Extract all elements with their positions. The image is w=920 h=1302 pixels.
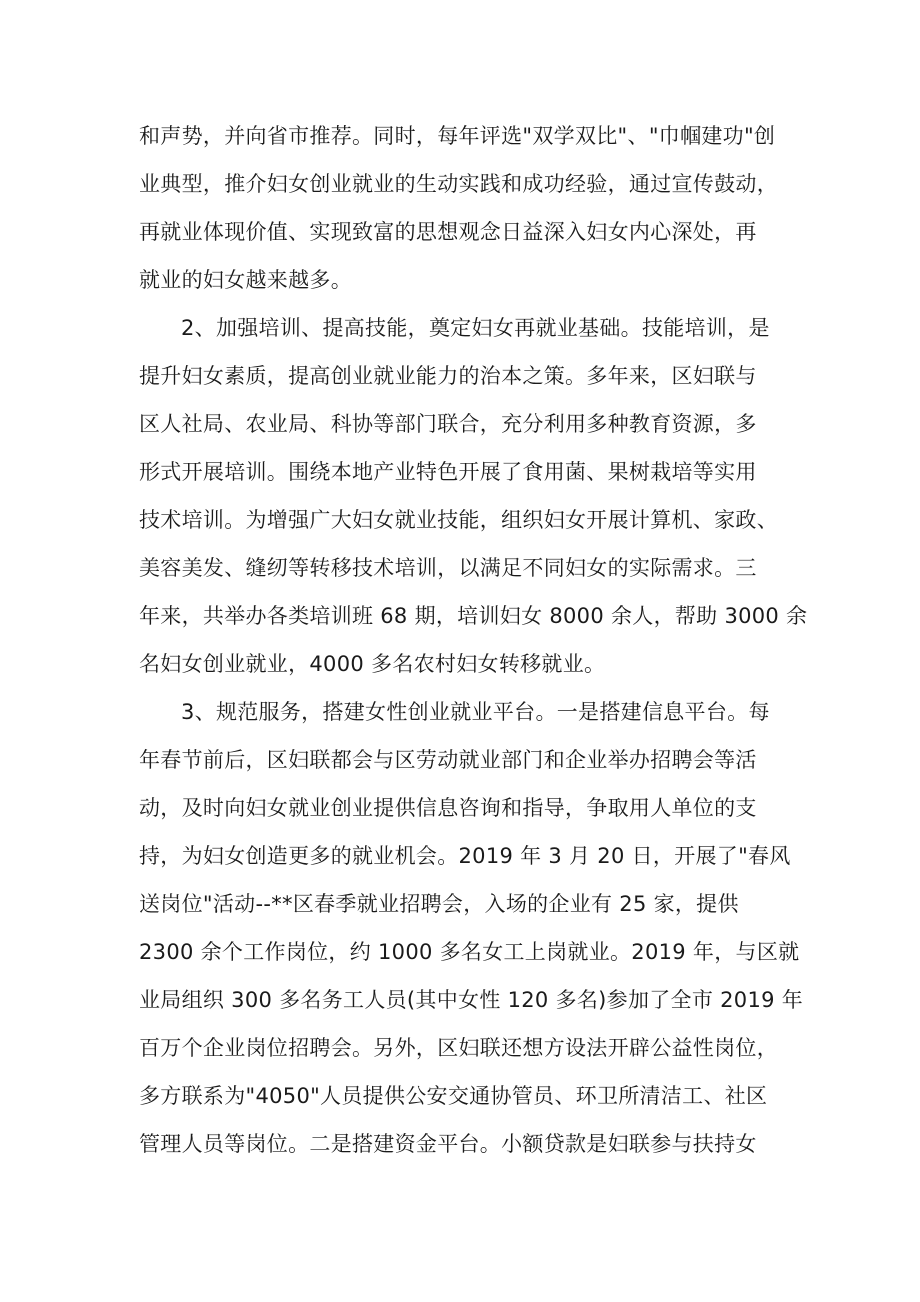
text-line: 技术培训。为增强广大妇女就业技能，组织妇女开展计算机、家政、 <box>139 508 778 532</box>
text-line: 和声势，并向省市推荐。同时，每年评选"双学双比"、"巾帼建功"创 <box>139 124 776 148</box>
text-line: 动，及时向妇女就业创业提供信息咨询和指导，争取用人单位的支 <box>139 796 757 820</box>
text-line: 持，为妇女创造更多的就业机会。2019 年 3 月 20 日，开展了"春风 <box>139 844 791 868</box>
paragraph-first-line: 2、加强培训、提高技能，奠定妇女再就业基础。技能培训，是 <box>181 316 770 340</box>
text-line: 名妇女创业就业，4000 多名农村妇女转移就业。 <box>139 652 606 676</box>
paragraph-first-line: 3、规范服务，搭建女性创业就业平台。一是搭建信息平台。每 <box>181 700 770 724</box>
text-line: 美容美发、缝纫等转移技术培训，以满足不同妇女的实际需求。三 <box>139 556 757 580</box>
text-line: 业局组织 300 多名务工人员(其中女性 120 多名)参加了全市 2019 年 <box>139 988 804 1012</box>
text-line: 再就业体现价值、实现致富的思想观念日益深入妇女内心深处，再 <box>139 220 757 244</box>
text-line: 形式开展培训。围绕本地产业特色开展了食用菌、果树栽培等实用 <box>139 460 757 484</box>
text-line: 就业的妇女越来越多。 <box>139 268 352 292</box>
text-line: 送岗位"活动--**区春季就业招聘会，入场的企业有 25 家，提供 <box>139 892 739 916</box>
text-line: 管理人员等岗位。二是搭建资金平台。小额贷款是妇联参与扶持女 <box>139 1132 757 1156</box>
text-line: 2300 余个工作岗位，约 1000 多名女工上岗就业。2019 年，与区就 <box>139 940 800 964</box>
text-line: 年来，共举办各类培训班 68 期，培训妇女 8000 余人，帮助 3000 余 <box>139 604 808 628</box>
text-line: 提升妇女素质，提高创业就业能力的治本之策。多年来，区妇联与 <box>139 364 757 388</box>
text-line: 业典型，推介妇女创业就业的生动实践和成功经验，通过宣传鼓动， <box>139 172 778 196</box>
text-line: 多方联系为"4050"人员提供公安交通协管员、环卫所清洁工、社区 <box>139 1084 768 1108</box>
text-line: 区人社局、农业局、科协等部门联合，充分利用多种教育资源，多 <box>139 412 757 436</box>
text-line: 百万个企业岗位招聘会。另外，区妇联还想方设法开辟公益性岗位， <box>139 1036 778 1060</box>
text-line: 年春节前后，区妇联都会与区劳动就业部门和企业举办招聘会等活 <box>139 748 757 772</box>
